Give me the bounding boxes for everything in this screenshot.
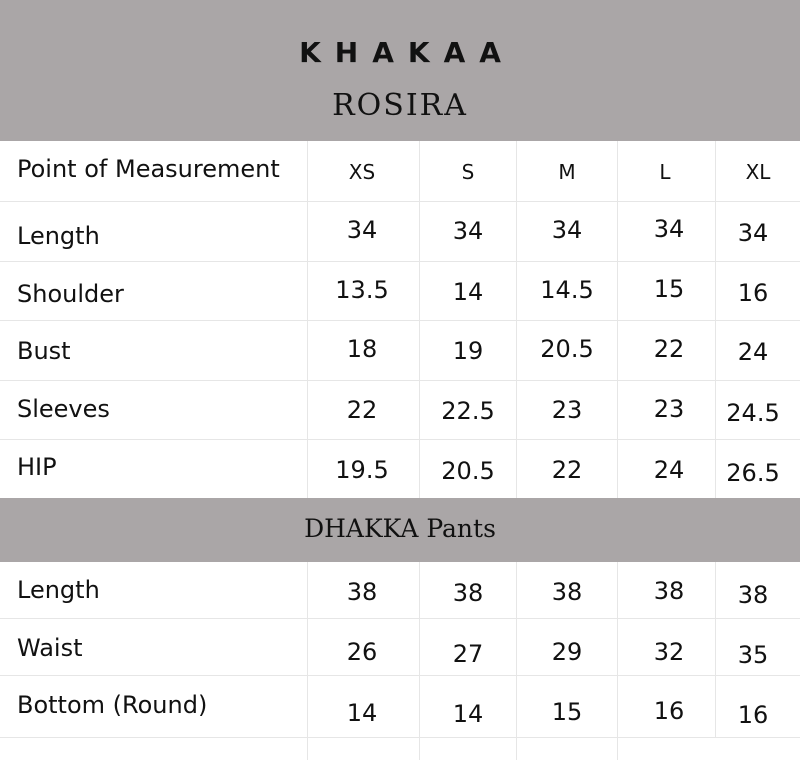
table-cell: 34 [737,219,769,247]
table-cell: 15 [653,275,685,303]
table-cell: 23 [551,396,583,424]
column-divider [307,562,308,760]
table-cell: 29 [551,638,583,666]
table-cell: 24 [653,456,685,484]
table-cell: 15 [551,698,583,726]
section-title: DHAKKA Pants [304,514,496,543]
table-cell: 22 [346,396,378,424]
column-header-xl: XL [745,160,771,184]
row-divider [0,618,800,619]
table-cell: 19.5 [335,456,389,484]
product-title: ROSIRA [332,88,468,123]
table-cell: 14.5 [540,276,594,304]
column-divider [307,141,308,498]
table-cell: 38 [551,578,583,606]
row-divider [0,201,800,202]
table-cell: 22.5 [441,397,495,425]
table-cell: 27 [452,640,484,668]
table-cell: 16 [737,701,769,729]
table-cell: 38 [346,578,378,606]
table-cell: 32 [653,638,685,666]
table-cell: 13.5 [335,276,389,304]
table-cell: 34 [346,216,378,244]
column-header-l: L [659,160,671,184]
table-cell: 26 [346,638,378,666]
row-divider [0,737,800,738]
row-label: Bust [17,337,71,365]
table-cell: 38 [737,581,769,609]
brand-logo: KHAKAA [299,36,515,69]
table-cell: 16 [653,697,685,725]
table-cell: 19 [452,337,484,365]
table-cell: 14 [452,278,484,306]
column-header-s: S [461,160,475,184]
column-header-measurement: Point of Measurement [17,155,280,183]
row-label: Shoulder [17,280,124,308]
table-cell: 16 [737,279,769,307]
table-cell: 34 [452,217,484,245]
row-label: Length [17,222,100,250]
row-divider [0,675,800,676]
column-divider [419,141,420,498]
column-divider [617,562,618,760]
column-divider [715,141,716,498]
row-divider [0,261,800,262]
table-cell: 20.5 [441,457,495,485]
column-divider [516,141,517,498]
column-header-xs: XS [348,160,376,184]
table-cell: 23 [653,395,685,423]
table-cell: 24.5 [726,399,780,427]
table-cell: 22 [551,456,583,484]
table-cell: 14 [346,699,378,727]
row-divider [0,439,800,440]
table-cell: 34 [653,215,685,243]
table-cell: 35 [737,641,769,669]
table-cell: 38 [452,579,484,607]
table-cell: 38 [653,577,685,605]
table-cell: 14 [452,700,484,728]
row-divider [0,380,800,381]
row-divider [0,320,800,321]
column-header-m: M [558,160,576,184]
table-cell: 24 [737,338,769,366]
row-label: Waist [17,634,83,662]
table-cell: 22 [653,335,685,363]
table-cell: 18 [346,335,378,363]
table-cell: 34 [551,216,583,244]
row-label: HIP [17,453,57,481]
row-label: Length [17,576,100,604]
row-label: Bottom (Round) [17,691,208,719]
column-divider [617,141,618,498]
table-cell: 20.5 [540,335,594,363]
table-cell: 26.5 [726,459,780,487]
row-label: Sleeves [17,395,110,423]
